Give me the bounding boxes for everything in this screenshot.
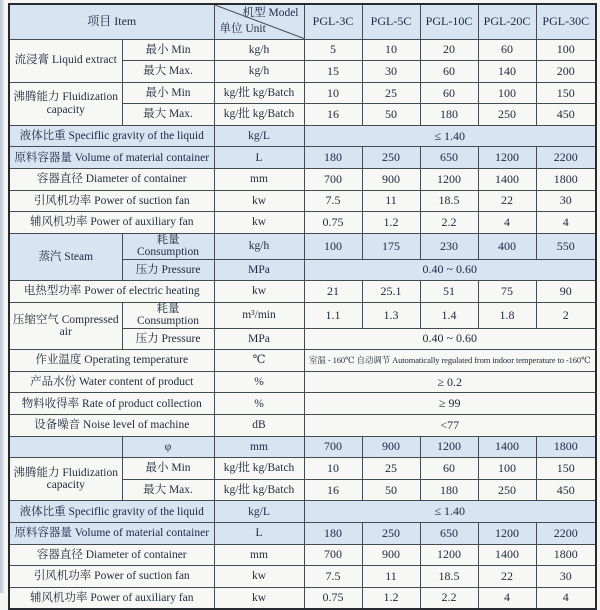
item-label-cell: 引风机功率 Power of suction fan <box>9 566 214 588</box>
item-group-cell: 蒸汽 Steam <box>9 233 122 280</box>
value-cell: 230 <box>420 233 478 259</box>
value-cell: 30 <box>536 566 596 588</box>
table-row <box>9 566 596 588</box>
value-cell: 175 <box>362 233 420 259</box>
value-cell: 1200 <box>420 169 478 191</box>
value-cell: 0.75 <box>304 587 362 609</box>
value-cell: 60 <box>420 458 478 480</box>
unit-cell: kg/L <box>214 501 304 523</box>
unit-cell: ℃ <box>214 350 304 372</box>
model-column-header: PGL-3C <box>304 4 362 39</box>
item-sub-cell: 压力 Pressure <box>122 328 214 350</box>
item-sub-cell: 压力 Pressure <box>122 259 214 281</box>
value-cell: 1800 <box>536 169 596 191</box>
model-unit-diagonal-header <box>214 4 304 39</box>
value-cell: 16 <box>304 479 362 501</box>
value-cell: 1400 <box>478 544 536 566</box>
merged-value-cell: ≥ 0.2 <box>304 371 596 393</box>
value-cell: 30 <box>362 61 420 83</box>
value-cell: 10 <box>304 82 362 104</box>
unit-cell: mm <box>214 169 304 191</box>
value-cell: 100 <box>536 39 596 61</box>
value-cell: 100 <box>478 458 536 480</box>
value-cell: 250 <box>362 147 420 169</box>
item-sub-cell: φ <box>122 436 214 458</box>
value-cell: 2.2 <box>420 587 478 609</box>
item-label-cell: 辅风机功率 Power of auxiliary fan <box>9 212 214 234</box>
value-cell: 18.5 <box>420 566 478 588</box>
table-row <box>9 233 596 259</box>
value-cell: 60 <box>420 61 478 83</box>
value-cell: 650 <box>420 147 478 169</box>
table-row <box>9 523 596 545</box>
table-row <box>9 212 596 234</box>
unit-cell: kg/L <box>214 125 304 147</box>
table-row <box>9 350 596 372</box>
unit-cell: L <box>214 147 304 169</box>
value-cell: 2200 <box>536 147 596 169</box>
value-cell: 4 <box>478 587 536 609</box>
unit-cell: mm <box>214 544 304 566</box>
value-cell: 900 <box>362 169 420 191</box>
table-row <box>9 82 596 104</box>
unit-cell: kw <box>214 212 304 234</box>
value-cell: 21 <box>304 281 362 303</box>
table-row <box>9 436 596 458</box>
item-group-cell: 沸腾能力 Fluidization capacity <box>9 82 122 125</box>
unit-cell: dB <box>214 415 304 437</box>
value-cell: 1800 <box>536 436 596 458</box>
value-cell: 150 <box>536 82 596 104</box>
unit-cell: % <box>214 393 304 415</box>
merged-value-cell: ≥ 99 <box>304 393 596 415</box>
table-row <box>9 125 596 147</box>
value-cell: 100 <box>304 233 362 259</box>
value-cell: 1200 <box>478 523 536 545</box>
spec-table-body <box>9 39 596 609</box>
value-cell: 7.5 <box>304 190 362 212</box>
unit-cell: kg/批 kg/Batch <box>214 104 304 126</box>
item-label-cell: 液体比重 Speciflic gravity of the liquid <box>9 501 214 523</box>
item-group-cell: 沸腾能力 Fluidization capacity <box>9 458 122 501</box>
model-column-header: PGL-30C <box>536 4 596 39</box>
item-group-cell <box>9 436 122 458</box>
unit-cell: kg/h <box>214 233 304 259</box>
value-cell: 2 <box>536 302 596 328</box>
value-cell: 4 <box>478 212 536 234</box>
model-column-header: PGL-10C <box>420 4 478 39</box>
value-cell: 15 <box>304 61 362 83</box>
value-cell: 5 <box>304 39 362 61</box>
unit-cell: kg/批 kg/Batch <box>214 479 304 501</box>
value-cell: 7.5 <box>304 566 362 588</box>
unit-cell: kw <box>214 281 304 303</box>
unit-cell: kw <box>214 587 304 609</box>
table-row <box>9 371 596 393</box>
item-label-cell: 原料容器量 Volume of material container <box>9 523 214 545</box>
table-row <box>9 458 596 480</box>
value-cell: 10 <box>304 458 362 480</box>
item-sub-cell: 最大 Max. <box>122 104 214 126</box>
unit-cell: kw <box>214 566 304 588</box>
value-cell: 100 <box>478 82 536 104</box>
spec-table <box>8 3 597 610</box>
table-row <box>9 501 596 523</box>
unit-cell: m³/min <box>214 302 304 328</box>
merged-value-cell: ≤ 1.40 <box>304 125 596 147</box>
value-cell: 250 <box>478 104 536 126</box>
value-cell: 16 <box>304 104 362 126</box>
value-cell: 90 <box>536 281 596 303</box>
item-sub-cell: 最小 Min <box>122 458 214 480</box>
value-cell: 25.1 <box>362 281 420 303</box>
value-cell: 1200 <box>478 147 536 169</box>
item-label-cell: 电热型功率 Power of electric heating <box>9 281 214 303</box>
unit-cell: kw <box>214 190 304 212</box>
value-cell: 25 <box>362 458 420 480</box>
unit-cell: L <box>214 523 304 545</box>
item-sub-cell: 最大 Max. <box>122 479 214 501</box>
value-cell: 10 <box>362 39 420 61</box>
item-label-cell: 引风机功率 Power of suction fan <box>9 190 214 212</box>
table-row <box>9 302 596 328</box>
value-cell: 1400 <box>478 169 536 191</box>
table-row <box>9 587 596 609</box>
item-label-cell: 容器直径 Diameter of container <box>9 544 214 566</box>
item-sub-cell: 最大 Max. <box>122 61 214 83</box>
model-header-label: 机型 Model <box>242 7 299 19</box>
value-cell: 700 <box>304 436 362 458</box>
merged-value-cell: <77 <box>304 415 596 437</box>
model-column-header: PGL-20C <box>478 4 536 39</box>
value-cell: 60 <box>478 39 536 61</box>
value-cell: 650 <box>420 523 478 545</box>
value-cell: 250 <box>362 523 420 545</box>
value-cell: 450 <box>536 479 596 501</box>
table-row <box>9 415 596 437</box>
value-cell: 1.2 <box>362 587 420 609</box>
value-cell: 180 <box>304 523 362 545</box>
merged-value-cell: ≤ 1.40 <box>304 501 596 523</box>
item-label-cell: 作业温度 Operating temperature <box>9 350 214 372</box>
value-cell: 180 <box>420 104 478 126</box>
table-row <box>9 147 596 169</box>
value-cell: 2.2 <box>420 212 478 234</box>
merged-value-cell: 室温 - 160℃ 自动调节 Automatically regulated from indoor temperature to -160℃ <box>304 350 596 372</box>
unit-header-label: 单位 Unit <box>219 23 266 36</box>
value-cell: 140 <box>478 61 536 83</box>
item-label-cell: 辅风机功率 Power of auxiliary fan <box>9 587 214 609</box>
page-edge-shading <box>0 0 4 593</box>
value-cell: 4 <box>536 587 596 609</box>
value-cell: 1.8 <box>478 302 536 328</box>
item-label-cell: 原料容器量 Volume of material container <box>9 147 214 169</box>
value-cell: 50 <box>362 479 420 501</box>
value-cell: 450 <box>536 104 596 126</box>
merged-value-cell: 0.40 ~ 0.60 <box>304 328 596 350</box>
table-row <box>9 190 596 212</box>
header-row <box>9 4 596 39</box>
value-cell: 1200 <box>420 436 478 458</box>
item-group-cell: 流浸膏 Liquid extract <box>9 39 122 82</box>
unit-cell: MPa <box>214 328 304 350</box>
value-cell: 900 <box>362 436 420 458</box>
value-cell: 11 <box>362 190 420 212</box>
value-cell: 400 <box>478 233 536 259</box>
value-cell: 4 <box>536 212 596 234</box>
unit-cell: kg/批 kg/Batch <box>214 82 304 104</box>
value-cell: 1400 <box>478 436 536 458</box>
value-cell: 550 <box>536 233 596 259</box>
value-cell: 75 <box>478 281 536 303</box>
value-cell: 900 <box>362 544 420 566</box>
item-sub-cell: 耗量 Consumption <box>122 233 214 259</box>
unit-cell: kg/h <box>214 39 304 61</box>
value-cell: 180 <box>420 479 478 501</box>
value-cell: 1.1 <box>304 302 362 328</box>
item-label-cell: 设备噪音 Noise level of machine <box>9 415 214 437</box>
value-cell: 700 <box>304 169 362 191</box>
item-label-cell: 产品水份 Water content of product <box>9 371 214 393</box>
value-cell: 18.5 <box>420 190 478 212</box>
value-cell: 250 <box>478 479 536 501</box>
unit-cell: MPa <box>214 259 304 281</box>
table-row <box>9 393 596 415</box>
value-cell: 1.2 <box>362 212 420 234</box>
value-cell: 2200 <box>536 523 596 545</box>
item-header-cell: 项目 Item <box>9 4 214 39</box>
value-cell: 22 <box>478 566 536 588</box>
item-label-cell: 液体比重 Speciflic gravity of the liquid <box>9 125 214 147</box>
item-group-cell: 压缩空气 Compressed air <box>9 302 122 349</box>
value-cell: 30 <box>536 190 596 212</box>
item-sub-cell: 耗量 Consumption <box>122 302 214 328</box>
value-cell: 11 <box>362 566 420 588</box>
unit-cell: kg/h <box>214 61 304 83</box>
value-cell: 1.3 <box>362 302 420 328</box>
value-cell: 60 <box>420 82 478 104</box>
value-cell: 700 <box>304 544 362 566</box>
value-cell: 20 <box>420 39 478 61</box>
value-cell: 1800 <box>536 544 596 566</box>
value-cell: 25 <box>362 82 420 104</box>
value-cell: 200 <box>536 61 596 83</box>
merged-value-cell: 0.40 ~ 0.60 <box>304 259 596 281</box>
value-cell: 22 <box>478 190 536 212</box>
value-cell: 1200 <box>420 544 478 566</box>
item-sub-cell: 最小 Min <box>122 82 214 104</box>
unit-cell: % <box>214 371 304 393</box>
value-cell: 0.75 <box>304 212 362 234</box>
table-row <box>9 281 596 303</box>
value-cell: 180 <box>304 147 362 169</box>
value-cell: 1.4 <box>420 302 478 328</box>
value-cell: 150 <box>536 458 596 480</box>
table-row <box>9 39 596 61</box>
unit-cell: mm <box>214 436 304 458</box>
model-column-header: PGL-5C <box>362 4 420 39</box>
item-sub-cell: 最小 Min <box>122 39 214 61</box>
value-cell: 51 <box>420 281 478 303</box>
item-label-cell: 容器直径 Diameter of container <box>9 169 214 191</box>
item-label-cell: 物料收得率 Rate of product collection <box>9 393 214 415</box>
table-row <box>9 544 596 566</box>
table-row <box>9 169 596 191</box>
value-cell: 50 <box>362 104 420 126</box>
unit-cell: kg/批 kg/Batch <box>214 458 304 480</box>
